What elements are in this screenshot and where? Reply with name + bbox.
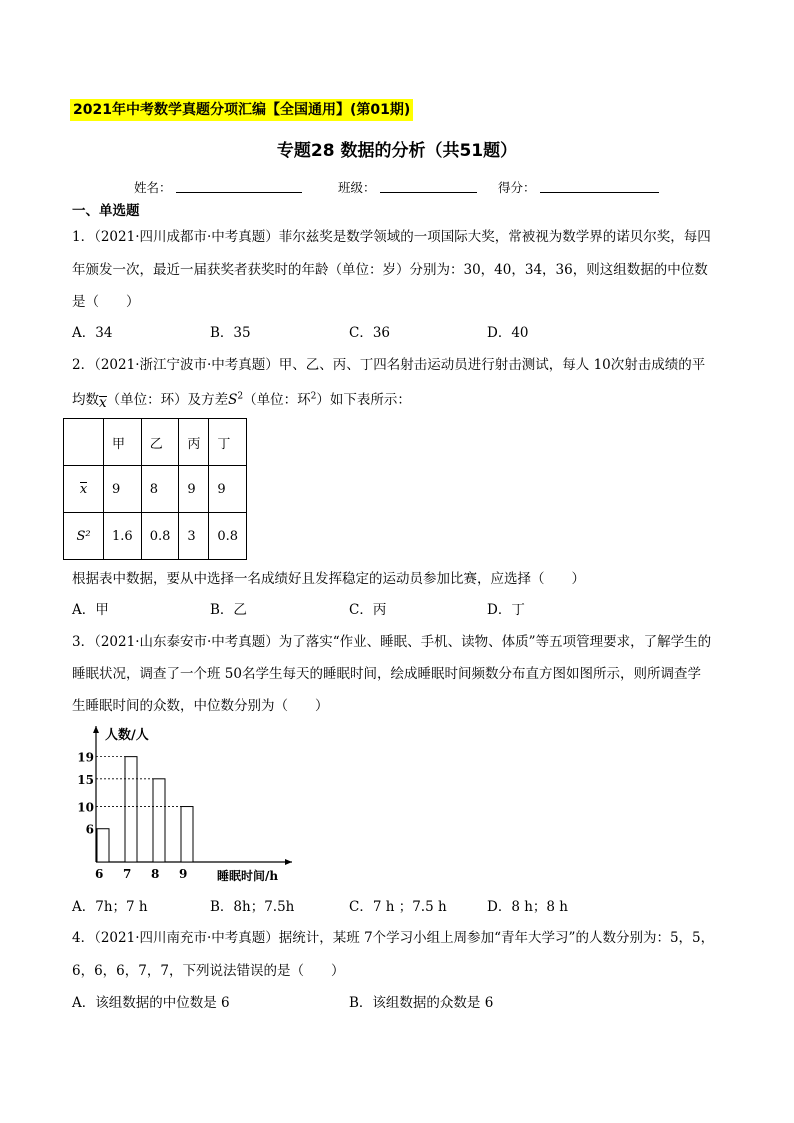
table-cell: 9 — [209, 466, 247, 513]
q4-text-line2: 6，6，6，7，7，下列说法错误的是（ ） — [72, 963, 345, 979]
table-row-label: S² — [64, 513, 104, 560]
x-tick-label: 7 — [123, 867, 132, 881]
q3-text-line1: 3．（2021·山东泰安市·中考真题）为了落实“作业、睡眠、手机、读物、体质”等五项管理要求，了解学生的 — [72, 634, 712, 650]
class-field[interactable] — [380, 178, 477, 193]
section-heading: 一、单选题 — [72, 203, 140, 219]
q3-text-line3: 生睡眠时间的众数，中位数分别为（ ） — [72, 698, 329, 714]
table-cell: 0.8 — [209, 513, 247, 560]
q3-option-b[interactable]: B．8h；7.5h — [210, 899, 295, 915]
table-cell: 乙 — [141, 419, 179, 466]
histogram-bar — [125, 757, 137, 862]
q2-text-end: ）如下表所示： — [316, 392, 411, 408]
table-cell: 3 — [179, 513, 209, 560]
table-cell: 甲 — [104, 419, 142, 466]
x-tick-label: 6 — [95, 867, 104, 881]
y-axis-arrow — [93, 726, 99, 733]
table-cell — [64, 419, 104, 466]
table-cell: 0.8 — [141, 513, 179, 560]
q1-option-b[interactable]: B．35 — [210, 325, 251, 341]
q4-option-a[interactable]: A．该组数据的中位数是 6 — [72, 995, 230, 1011]
page-title: 专题28 数据的分析（共51题） — [276, 141, 518, 161]
name-label: 姓名： — [134, 180, 172, 195]
y-axis-label: 人数/人 — [105, 728, 149, 743]
q1-text-line3: 是（ ） — [72, 294, 140, 310]
q3-text-line2: 睡眠状况，调查了一个班 50名学生每天的睡眠时间，绘成睡眠时间频数分布直方图如图所示，则所调查学 — [72, 666, 701, 682]
q1-option-d[interactable]: D．40 — [487, 325, 529, 341]
q2-text-line2 — [72, 388, 732, 409]
q2-option-a[interactable]: A．甲 — [72, 602, 109, 618]
score-label: 得分： — [498, 180, 536, 195]
name-field[interactable] — [176, 178, 302, 193]
table-cell: 1.6 — [104, 513, 142, 560]
y-tick-label: 6 — [85, 822, 94, 837]
table-cell: 9 — [104, 466, 142, 513]
q3-option-c[interactable]: C．7 h ；7.5 h — [349, 899, 447, 915]
q2-text-line3: 根据表中数据，要从中选择一名成绩好且发挥稳定的运动员参加比赛，应选择（ ） — [72, 571, 585, 587]
histogram-bar — [97, 829, 109, 862]
table-cell: 8 — [141, 466, 179, 513]
q1-text-line1: 1．（2021·四川成都市·中考真题）菲尔兹奖是数学领域的一项国际大奖，常被视为数学界的诺贝尔奖，每四 — [72, 229, 711, 245]
series-tag: 2021年中考数学真题分项汇编【全国通用】(第01期) — [70, 99, 413, 121]
y-tick-label: 15 — [77, 772, 94, 787]
q4-text-line1: 4．（2021·四川南充市·中考真题）据统计，某班 7个学习小组上周参加“青年大学习”的人数分别为：5，5， — [72, 930, 715, 946]
sleep-histogram — [60, 720, 300, 885]
table-header-row — [64, 419, 247, 466]
histogram-bar — [181, 807, 193, 862]
q4-option-b[interactable]: B．该组数据的众数是 6 — [349, 995, 494, 1011]
q2-option-b[interactable]: B．乙 — [210, 602, 247, 618]
x-bar-cell-symbol: x — [79, 481, 88, 497]
q1-option-c[interactable]: C．36 — [349, 325, 391, 341]
x-tick-label: 9 — [179, 867, 188, 881]
q2-option-d[interactable]: D．丁 — [487, 602, 525, 618]
x-axis-arrow — [285, 859, 292, 865]
table-cell: 丁 — [209, 419, 247, 466]
q1-text-line2: 年颁发一次，最近一届获奖者获奖时的年龄（单位：岁）分别为：30，40，34，36，则这组数据的中位数 — [72, 262, 708, 278]
x-axis-label: 睡眠时间/h — [217, 869, 279, 883]
q2-option-c[interactable]: C．丙 — [349, 602, 387, 618]
table-cell: 丙 — [179, 419, 209, 466]
s-symbol: S — [228, 392, 238, 408]
x-tick-label: 8 — [151, 867, 160, 881]
table-cell: 9 — [179, 466, 209, 513]
score-field[interactable] — [540, 178, 659, 193]
x-bar-symbol: x — [99, 395, 107, 411]
stats-table — [63, 418, 247, 560]
class-label: 班级： — [338, 180, 376, 195]
table-row-label — [64, 466, 104, 513]
s-superscript: 2 — [237, 391, 244, 402]
q2-text-unit: （单位：环 — [243, 392, 311, 408]
q3-option-d[interactable]: D．8 h；8 h — [487, 899, 568, 915]
unit-superscript: 2 — [310, 391, 317, 402]
q2-text-variance-label: （单位：环）及方差 — [106, 392, 229, 408]
y-tick-label: 10 — [77, 800, 94, 815]
table-row — [64, 466, 247, 513]
q3-option-a[interactable]: A．7h；7 h — [72, 899, 148, 915]
histogram-bar — [153, 779, 165, 862]
q2-text-line1: 2．（2021·浙江宁波市·中考真题）甲、乙、丙、丁四名射击运动员进行射击测试，每人 10次射击成绩的平 — [72, 357, 706, 373]
table-row — [64, 513, 247, 560]
q2-text-mean-label: 均数 — [72, 392, 99, 408]
y-tick-label: 19 — [77, 750, 94, 765]
q1-option-a[interactable]: A．34 — [72, 325, 113, 341]
